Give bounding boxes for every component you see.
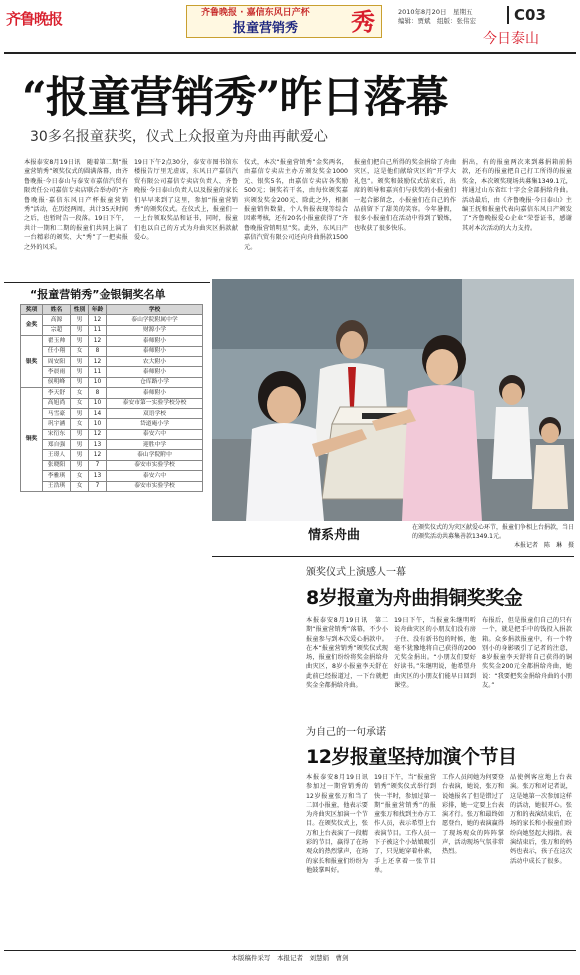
table-row xyxy=(21,398,203,408)
header-name: 姓名 xyxy=(43,305,71,315)
cell-gender: 男 xyxy=(71,377,89,387)
article-column-1: 本报泰安8月19日讯 随着第二期“报童营销秀”颁奖仪式的圆满落幕，由齐鲁晚报·今日泰山与泰安市嘉信汽贸有限责任公司嘉信专卖店联合举办的“齐鲁晚报·嘉信东风日产杯报童营销秀”活动，在历经两周，共计35天时间之后，也暂时告一段落。19日下午，共计一期和二期的报童们共同上演了一台精彩的颁奖、大“秀”了一把卖报之外的风采。 xyxy=(24,159,128,251)
cell-gender: 男 xyxy=(71,460,89,470)
main-headline: “报童营销秀”昨日落幕 xyxy=(22,73,448,123)
table-row xyxy=(21,377,203,387)
cell-gender: 女 xyxy=(71,419,89,429)
cell-name: 李晨雨 xyxy=(43,367,71,377)
table-row xyxy=(21,388,203,398)
cell-age: 7 xyxy=(89,481,107,491)
cell-age: 12 xyxy=(89,336,107,346)
cell-name: 李天舒 xyxy=(43,388,71,398)
cell-name: 周安阳 xyxy=(43,356,71,366)
cell-gender: 女 xyxy=(71,388,89,398)
table-row xyxy=(21,471,203,481)
cell-school: 泰山学院附中 xyxy=(107,450,203,460)
cell-age: 10 xyxy=(89,398,107,408)
cell-gender: 男 xyxy=(71,315,89,325)
cell-school: 迎胜中学 xyxy=(107,440,203,450)
story2-kicker: 颁奖仪式上演感人一幕 xyxy=(306,567,406,578)
cell-gender: 男 xyxy=(71,429,89,439)
table-row xyxy=(21,356,203,366)
banner-line1: 齐鲁晚报 · 嘉信东风日产杯 xyxy=(201,8,310,18)
story3-kicker: 为自己的一句承诺 xyxy=(306,727,386,738)
cell-name: 宗超 xyxy=(43,325,71,335)
photo-caption xyxy=(412,523,574,550)
header-school: 学校 xyxy=(107,305,203,315)
cell-name: 李雅琪 xyxy=(43,471,71,481)
page-footer: 本版稿件采写 本报记者 刘慧娟 曹剑 xyxy=(231,954,349,962)
banner-brush-character: 秀 xyxy=(351,7,375,36)
cell-school: 仓库路小学 xyxy=(107,377,203,387)
date-text: 2010年8月20日 星期五 xyxy=(398,8,473,16)
cell-gender: 男 xyxy=(71,450,89,460)
cell-school: 泰安六中 xyxy=(107,471,203,481)
cell-name: 巩宇涵 xyxy=(43,419,71,429)
cell-school: 农大附小 xyxy=(107,356,203,366)
article-column-2: 19日下午2点30分，泰安市图书馆东楼报告厅里无虚席，东风日产嘉信汽贸有限公司嘉信专卖店负责人、齐鲁晚报·今日泰山负责人以及报童的家长们早早来到了这里，参加“报童营销秀”的颁奖仪式。在仪式上，报童们一一上台领取奖品和证书，同时，报童们也以自己的方式为舟曲灾区捐款献爱心。 xyxy=(134,159,238,242)
cell-gender: 女 xyxy=(71,346,89,356)
cell-school: 泰安市实验学校 xyxy=(107,481,203,491)
cell-gender: 男 xyxy=(71,336,89,346)
table-row xyxy=(21,481,203,491)
cell-gender: 女 xyxy=(71,398,89,408)
cell-age: 14 xyxy=(89,408,107,418)
cell-school: 泰师附小 xyxy=(107,336,203,346)
table-row xyxy=(21,315,203,325)
table-row xyxy=(21,325,203,335)
cell-school: 泰安市第一实验学校分校 xyxy=(107,398,203,408)
main-subhead: 30多名报童获奖，仪式上众报童为舟曲再献爱心 xyxy=(30,129,328,145)
article-column-3: 仪式，本次“报童营销秀”金奖两名，由嘉信专卖店主办方颁发奖金1000元、银奖5名，由嘉信专卖店各奖励500元；铜奖若干名，由每位颁奖嘉宾颁发奖金200元、除此之外，根据报童销售数量，个人售报表现等综合因素考核，还有20名小报童获得了“齐鲁晚报营销明星”奖。此外，东风日产嘉信汽贸有限公司还向舟曲捐款1500元。 xyxy=(244,159,348,251)
award-level-bronze: 铜奖 xyxy=(21,388,43,492)
cell-gender: 男 xyxy=(71,325,89,335)
story3-column-1: 本报泰安8月19日讯 参加过一期营销秀的12岁报童张万和当了二回小报童，他表示要为舟曲灾区加演一个节目。在颁奖仪式上，张万和上台表演了一段精彩的节目，赢得了在场观众的热烈掌声，在场的家长和报童们纷纷为他鼓掌叫好。 xyxy=(306,774,375,874)
honor-table xyxy=(20,304,203,492)
cell-name: 任小翔 xyxy=(43,346,71,356)
cell-school: 泰安六中 xyxy=(107,429,203,439)
cell-name: 翟玉帅 xyxy=(43,336,71,346)
cell-gender: 男 xyxy=(71,440,89,450)
cell-name: 高旭尚 xyxy=(43,398,71,408)
section-divider xyxy=(4,282,210,283)
story3-headline: 12岁报童坚持加演个节目 xyxy=(306,746,517,768)
cell-name: 王浩琪 xyxy=(43,481,71,491)
article-column-4: 报童们把自己所得的奖金捐给了舟曲灾区，这是他们献给灾区的“开学大礼包”。颁奖和鼓励仪式结束后，出席的领导和嘉宾们与获奖的小报童们一起合影留念，小报童们在自己的作品前留下了甜美的笑容。今年暑假，很多小报童们在活动中得到了锻炼，也收获了很多快乐。 xyxy=(354,159,456,232)
news-photo xyxy=(212,279,574,521)
cell-name: 宋衍东 xyxy=(43,429,71,439)
award-level-silver: 银奖 xyxy=(21,336,43,388)
table-row xyxy=(21,460,203,470)
header-award: 奖项 xyxy=(21,305,43,315)
cell-age: 11 xyxy=(89,325,107,335)
cell-school: 泰师附小 xyxy=(107,346,203,356)
table-row xyxy=(21,429,203,439)
cell-school: 泰安市实验学校 xyxy=(107,460,203,470)
award-level-gold: 金奖 xyxy=(21,315,43,336)
cell-name: 马雪豪 xyxy=(43,408,71,418)
table-row xyxy=(21,408,203,418)
cell-name: 郑自强 xyxy=(43,440,71,450)
story3-column-3: 工作人员问她为何要登台表演，她说，张万和说她报名了但是错过了彩排，她一定要上台表演才行。张万和最终如愿登台，她的表演赢得了现场观众的阵阵掌声，活动现场气氛非常热烈。 xyxy=(442,774,504,856)
cell-age: 12 xyxy=(89,356,107,366)
cell-age: 13 xyxy=(89,471,107,481)
table-row xyxy=(21,419,203,429)
photo-caption-text: 在颁奖仪式的为灾区献爱心环节，报童们争相上台捐款，当日的颁奖活动共募集善款1349.1元。 xyxy=(412,524,575,540)
table-row xyxy=(21,450,203,460)
cell-name: 侯明峰 xyxy=(43,377,71,387)
cell-school: 双语学校 xyxy=(107,408,203,418)
cell-age: 12 xyxy=(89,429,107,439)
story2-column-1: 本报泰安8月19日讯 第二期“报童营销秀”落幕，不少小报童参与到本次爱心捐款中。在本“报童营销秀”颁奖仪式现场，报童们纷纷将奖金捐给舟曲灾区，8岁小报童李天舒在此前已经报道过，一下台就把奖金全都捐给舟曲。 xyxy=(306,617,388,690)
table-row xyxy=(21,367,203,377)
honor-table-title: “报童营销秀”金银铜奖名单 xyxy=(30,288,166,301)
cell-school: 岱道庵小学 xyxy=(107,419,203,429)
story-divider xyxy=(212,556,574,557)
cell-age: 8 xyxy=(89,388,107,398)
story2-headline: 8岁报童为舟曲捐铜奖奖金 xyxy=(306,587,523,609)
cell-gender: 男 xyxy=(71,408,89,418)
cell-gender: 男 xyxy=(71,367,89,377)
story2-column-3: 布报后，但是报童们自己的只有一个，就是把手中的钱投入捐款箱。众多捐款报童中，有一个特别小的身影吸引了记者的注意，8岁报童李天舒将自己获得的铜奖奖金200元全都捐给舟曲，她说：“我要把奖金捐给舟曲的小朋友。” xyxy=(482,617,572,690)
story3-column-4: 品使例客应地上台表演。张万和对记者说，这是她第一次参加这样的活动，她很开心。张万和的表演结束后，在场的家长和小报童们纷纷向她竖起大拇指。表演结束后，张万和的妈妈也表示，孩子在这次活动中成长了很多。 xyxy=(510,774,572,865)
masthead-rule xyxy=(4,52,576,54)
photo-illustration xyxy=(212,279,574,521)
cell-age: 12 xyxy=(89,450,107,460)
cell-name: 张晓阳 xyxy=(43,460,71,470)
cell-school: 财源小学 xyxy=(107,325,203,335)
cell-school: 泰师附小 xyxy=(107,367,203,377)
page-number: C03 xyxy=(507,6,575,24)
photo-credit: 本报记者 陈 琳 摄 xyxy=(513,542,574,549)
cell-age: 8 xyxy=(89,346,107,356)
honor-table-header xyxy=(21,305,203,315)
header-gender: 性别 xyxy=(71,305,89,315)
table-row xyxy=(21,346,203,356)
cell-age: 11 xyxy=(89,367,107,377)
dateline xyxy=(398,8,502,26)
cell-gender: 女 xyxy=(71,471,89,481)
cell-school: 泰师附小 xyxy=(107,388,203,398)
banner-line2: 报童营销秀 xyxy=(233,21,299,36)
cell-age: 13 xyxy=(89,440,107,450)
table-row xyxy=(21,440,203,450)
section-name: 今日泰山 xyxy=(483,31,539,47)
cell-school: 泰山学院附属中学 xyxy=(107,315,203,325)
cell-gender: 男 xyxy=(71,356,89,366)
paper-logo: 齐鲁晚报 xyxy=(6,10,63,28)
cell-gender: 女 xyxy=(71,481,89,491)
cell-age: 12 xyxy=(89,315,107,325)
photo-tag: 情系舟曲 xyxy=(308,528,361,543)
event-banner xyxy=(186,5,382,38)
article-column-5: 捐出，有的报童两次来到募捐箱前捐款，还有的报童把自己打工所得的报童奖金，本次颁奖现场共募集1349.1元，将通过山东省红十字会全部捐给舟曲。活动最后，由《齐鲁晚报·今日泰山》主编王抚和报童代表向嘉信东风日产颁发了“齐鲁晚报爱心企业”荣誉证书，感谢其对本次活动的大力支持。 xyxy=(462,159,572,232)
cell-name: 高源 xyxy=(43,315,71,325)
story3-column-2: 19日下午，当“报童营销秀”颁奖仪式举行到快一半时，参加过第一期“报童营销秀”的报童张万和找到主办方工作人员，表示希望上台表演节目。工作人员一下子被这个小姑娘吸引了，只见她穿着朴素，手上还拿着一张节目单。 xyxy=(374,774,436,874)
cell-age: 7 xyxy=(89,460,107,470)
footer-rule xyxy=(4,950,576,951)
cell-age: 10 xyxy=(89,377,107,387)
table-row xyxy=(21,336,203,346)
editor-credit: 编辑：贾斌 组版：张伟宏 xyxy=(398,17,476,25)
cell-name: 王璟人 xyxy=(43,450,71,460)
header-age: 年龄 xyxy=(89,305,107,315)
cell-age: 10 xyxy=(89,419,107,429)
story2-column-2: 19日下午，当报童朱继明听说舟曲灾区的小朋友们没有房子住、没有新书包的时候，他毫不犹豫地将自己获得的200元奖金捐出。“小朋友们要好好读书。”朱继明说，他希望舟曲灾区的小朋友们能早日回到课堂。 xyxy=(394,617,476,690)
